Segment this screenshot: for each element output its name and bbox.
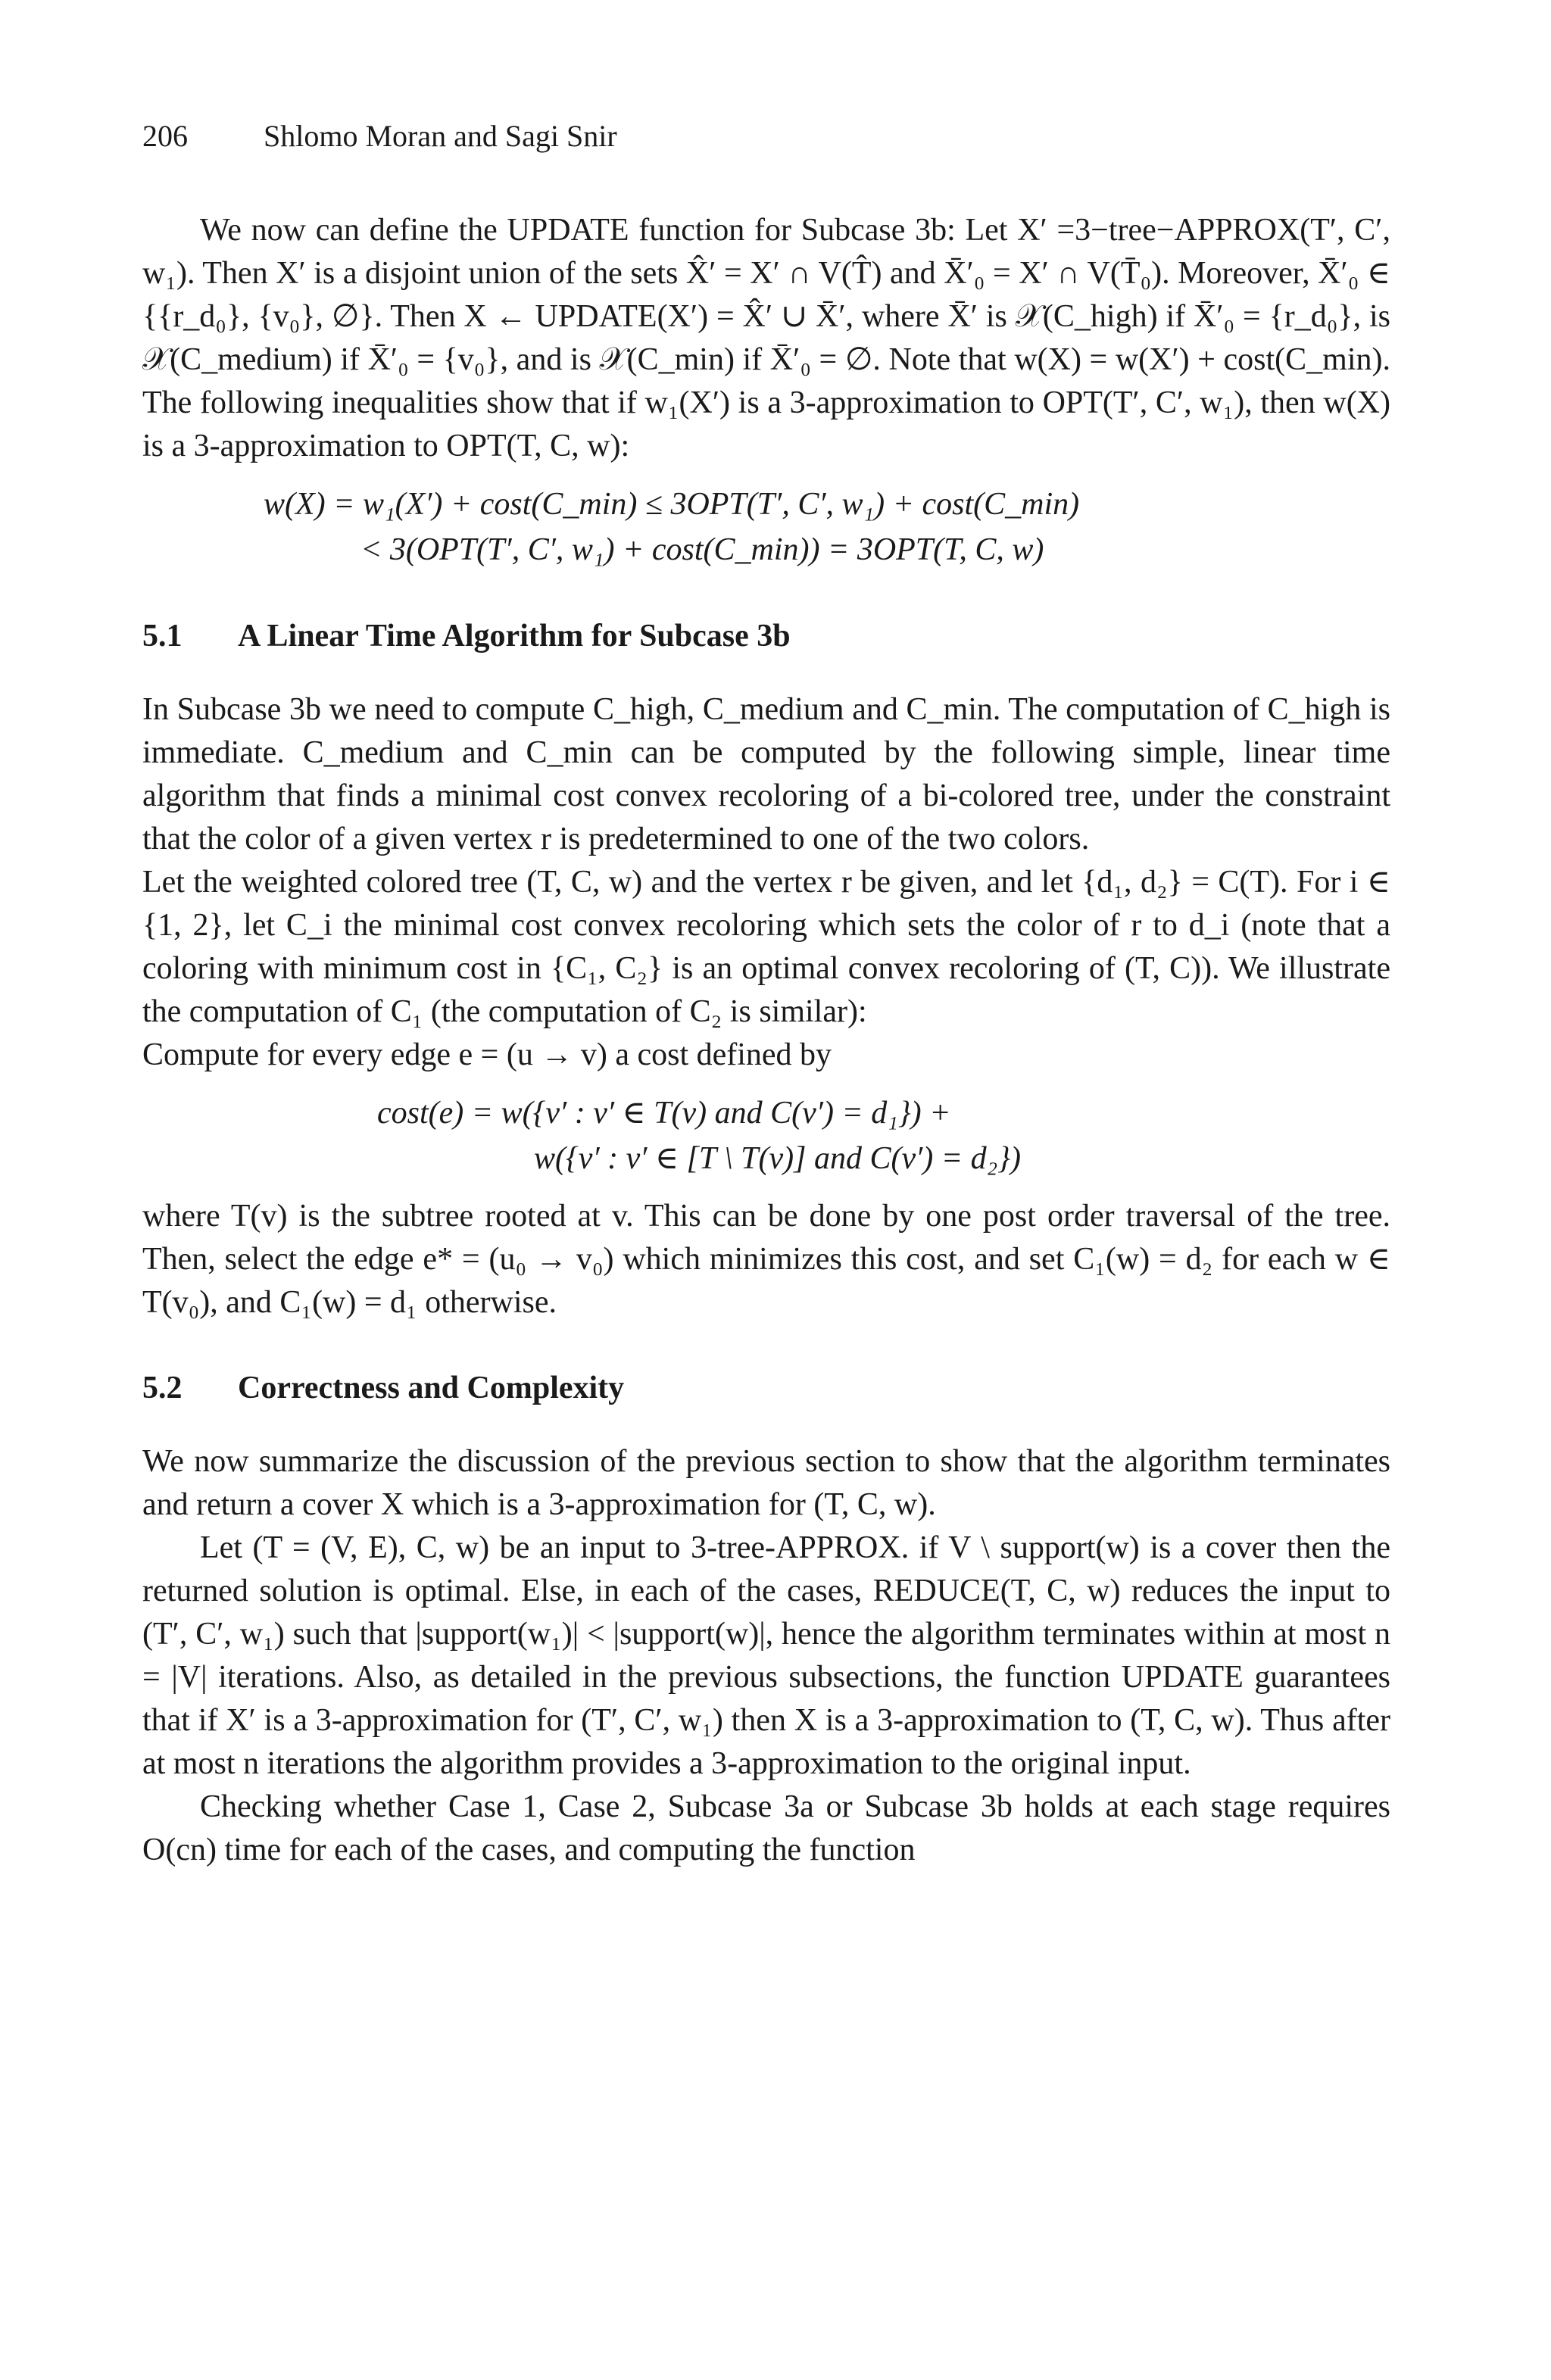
inequality-equation [142,482,1390,572]
page-number: 206 [142,119,188,153]
body-paragraph: Checking whether Case 1, Case 2, Subcase 3a or Subcase 3b holds at each stage requires O(cn) time for each of the cases, and computing the function [142,1789,1390,1867]
body-paragraph: In Subcase 3b we need to compute C_high, C_medium and C_min. The computation of C_high is immediate. C_medium and C_min can be computed by the following simple, linear time algorithm that finds a minimal cost convex recoloring of a bi-colored tree, under the constraint that the color of a given vertex r is predetermined to one of the two colors. [142,692,1390,856]
body-paragraph: where T(v) is the subtree rooted at v. This can be done by one post order traversal of the tree. Then, select the edge e* = (u₀ → v₀) which minimizes this cost, and set C₁(w) = d₂ for each w ∈ T(v₀), and C₁(w) = d₁ otherwise. [142,1199,1390,1320]
equation-line: < 3(OPT(T′, C′, w₁) + cost(C_min)) = 3OPT(T, C, w) [360,532,1044,567]
authors: Shlomo Moran and Sagi Snir [264,119,617,153]
section-title: A Linear Time Algorithm for Subcase 3b [238,619,791,653]
section-number: 5.1 [142,619,183,653]
body-paragraph: Let (T = (V, E), C, w) be an input to 3-tree-APPROX. if V \ support(w) is a cover then the returned solution is optimal. Else, in each of the cases, REDUCE(T, C, w) reduces the input to (T′, C′, w₁) such that |support(w₁)| < |support(w)|, hence the algorithm terminates within at most n = |V| iterations. Also, as detailed in the previous subsections, the function UPDATE guarantees that if X′ is a 3-approximation for (T′, C′, w₁) then X is a 3-approximation to (T, C, w). Thus after at most n iterations the algorithm provides a 3-approximation to the original input. [142,1530,1390,1781]
intro-paragraph: We now can define the UPDATE function for Subcase 3b: Let X′ =3−tree−APPROX(T′, C′, w₁). Then X′ is a disjoint union of the sets X̂′ = X′ ∩ V(T̂) and X̄′₀ = X′ ∩ V(T̄₀). Moreover, X̄′₀ ∈ {{r_d₀}, {v₀}, ∅}. Then X ← UPDATE(X′) = X̂′ ∪ X̄′, where X̄′ is 𝒳(C_high) if X̄′₀ = {r_d₀}, is 𝒳(C_medium) if X̄′₀ = {v₀}, and is 𝒳(C_min) if X̄′₀ = ∅. Note that w(X) = w(X′) + cost(C_min). The following inequalities show that if w₁(X′) is a 3-approximation to OPT(T′, C′, w₁), then w(X) is a 3-approximation to OPT(T, C, w): [142,213,1390,463]
paper-page [142,114,1390,1872]
equation-line: cost(e) = w({v′ : v′ ∈ T(v) and C(v′) = d₁}) + [377,1096,951,1131]
equation-line: w(X) = w₁(X′) + cost(C_min) ≤ 3OPT(T′, C′, w₁) + cost(C_min) [264,487,1080,522]
body-paragraph: Let the weighted colored tree (T, C, w) and the vertex r be given, and let {d₁, d₂} = C(T). For i ∈ {1, 2}, let C_i the minimal cost convex recoloring which sets the color of r to d_i (note that a coloring with minimum cost in {C₁, C₂} is an optimal convex recoloring of (T, C)). We illustrate the computation of C₁ (the computation of C₂ is similar): [142,865,1390,1029]
section-number: 5.2 [142,1371,183,1405]
section-heading [142,1367,1390,1410]
body-paragraph: Compute for every edge e = (u → v) a cost defined by [142,1037,832,1072]
body-paragraph: We now summarize the discussion of the previous section to show that the algorithm terminates and return a cover X which is a 3-approximation for (T, C, w). [142,1444,1390,1522]
section-heading [142,615,1390,658]
cost-equation [142,1090,1390,1181]
running-head [142,114,1390,159]
section-title: Correctness and Complexity [238,1371,625,1405]
equation-line: w({v′ : v′ ∈ [T \ T(v)] and C(v′) = d₂}) [534,1141,1022,1176]
